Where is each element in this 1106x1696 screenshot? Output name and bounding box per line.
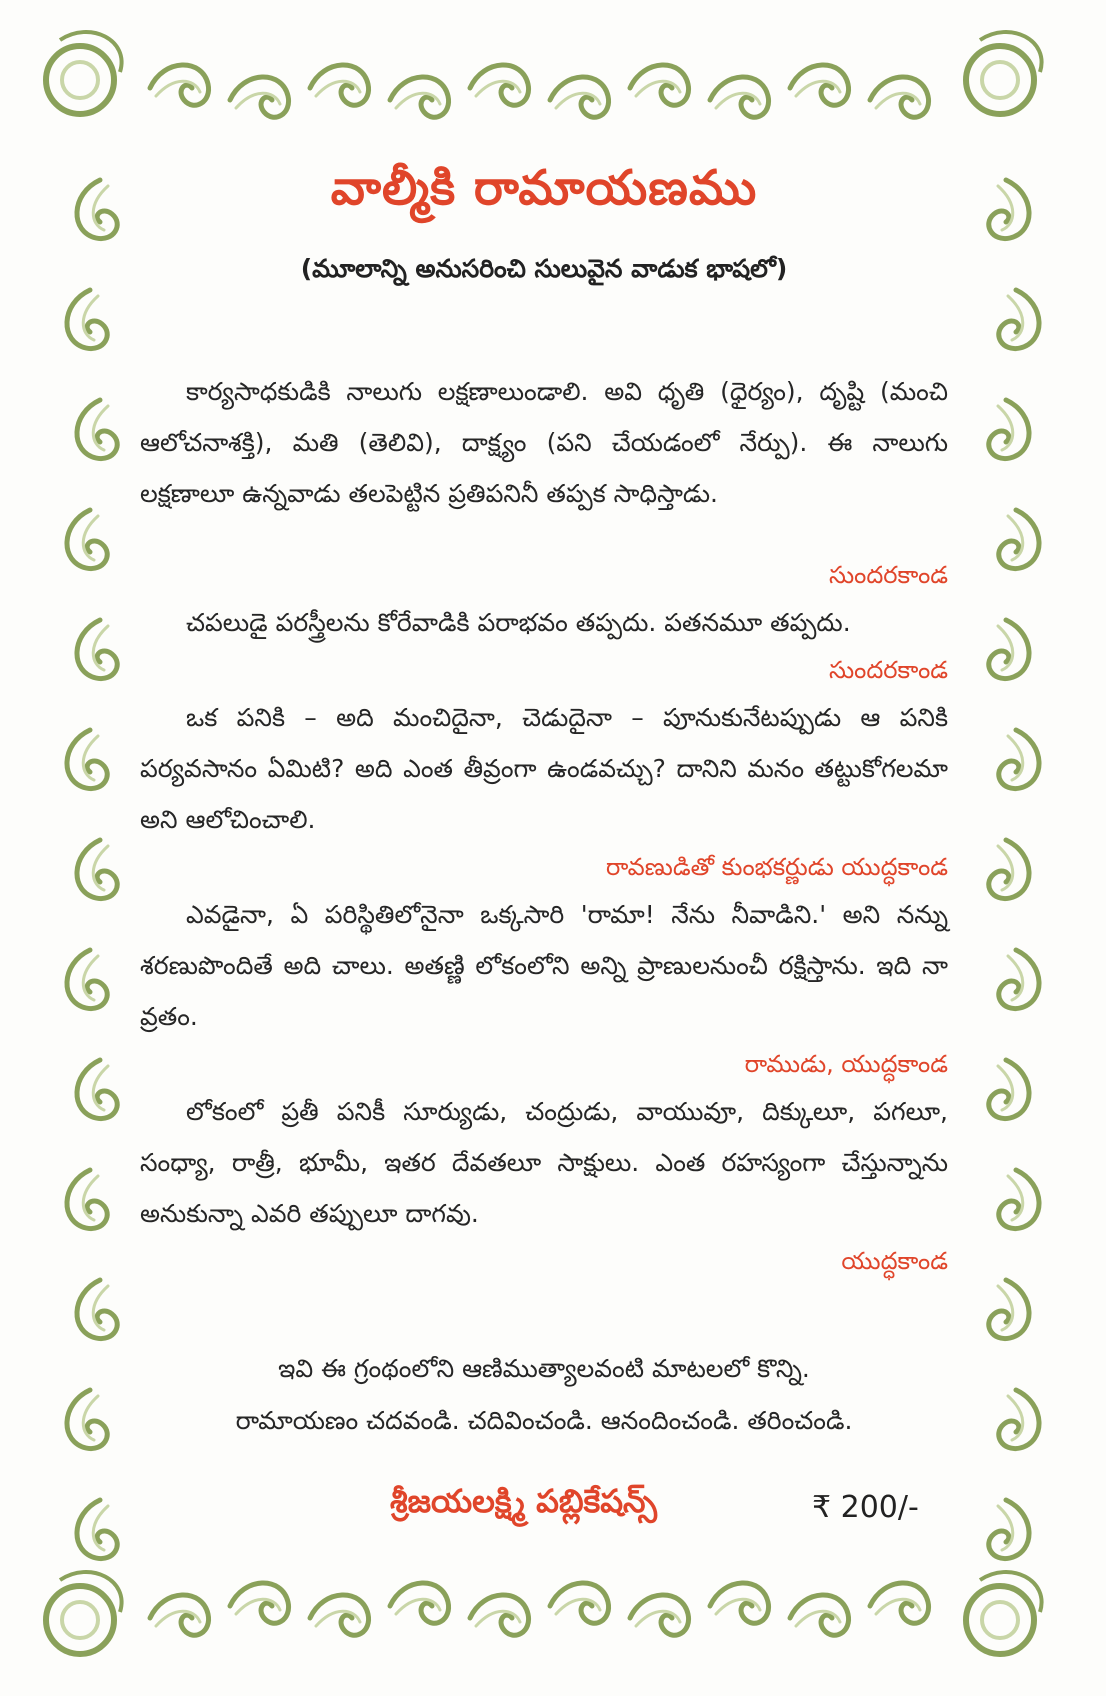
book-subtitle: (మూలాన్ని అనుసరించి సులువైన వాడుక భాషలో): [300, 254, 788, 283]
closing-line-2: రామాయణం చదవండి. చదివించండి. ఆనందించండి. తరించండి.: [235, 1406, 853, 1435]
quote-3: ఒక పనికి – అది మంచిదైనా, చెడుదైనా – పూనుకునేటప్పుడు ఆ పనికి పర్యవసానం ఏమిటి? అది ఎంత తీవ్రంగా ఉండవచ్చు? దానిని మనం తట్టుకోగలమా అని ఆలోచించాలి.: [140, 703, 948, 834]
book-title: వాల్మీకి రామాయణము: [330, 160, 758, 216]
quote-3-source: రావణుడితో కుంభకర్ణుడు యుద్ధకాండ: [605, 853, 948, 881]
quote-5-source: యుద్ధకాండ: [841, 1247, 948, 1275]
quote-1: కార్యసాధకుడికి నాలుగు లక్షణాలుండాలి. అవి ధృతి (ధైర్యం), దృష్టి (మంచి ఆలోచనాశక్తి), మతి (తెలివి), దాక్ష్యం (పని చేయడంలో నేర్పు). ఈ నాలుగు లక్షణాలూ ఉన్నవాడు తలపెట్టిన ప్రతిపనినీ తప్పక సాధిస్తాడు.: [140, 377, 948, 508]
quote-4: ఎవడైనా, ఏ పరిస్థితిలోనైనా ఒక్కసారి 'రామా! నేను నీవాడిని.' అని నన్ను శరణుపొందితే అది చాలు. అతణ్ణి లోకంలోని అన్ని ప్రాణులనుంచీ రక్షిస్తాను. ఇది నా వ్రతం.: [140, 900, 948, 1031]
top-border: [150, 65, 929, 117]
quote-2-source: సుందరకాండ: [829, 656, 948, 684]
quote-2: చపలుడై పరస్త్రీలను కోరేవాడికి పరాభవం తప్పదు. పతనమూ తప్పదు.: [186, 608, 851, 637]
quote-1-source: సుందరకాండ: [829, 561, 948, 589]
price-tag: ₹ 200/-: [812, 1490, 919, 1525]
cover-text: [140, 150, 948, 1447]
closing-note: [140, 1343, 948, 1447]
right-border: [989, 180, 1039, 1559]
quote-5: లోకంలో ప్రతీ పనికీ సూర్యుడు, చంద్రుడు, వాయువూ, దిక్కులూ, పగలూ, సంధ్యా, రాత్రీ, భూమీ, ఇతర దేవతలూ సాక్షులు. ఎంత రహస్యంగా చేస్తున్నాను అనుకున్నా ఎవరి తప్పులూ దాగవు.: [140, 1097, 948, 1228]
bottom-border: [150, 1583, 929, 1635]
left-border: [67, 180, 117, 1559]
quote-4-source: రాముడు, యుద్ధకాండ: [744, 1050, 948, 1078]
closing-line-1: ఇవి ఈ గ్రంథంలోని ఆణిముత్యాలవంటి మాటలలో కొన్ని.: [278, 1354, 810, 1383]
publisher-name: శ్రీజయలక్ష్మి పబ్లికేషన్స్: [390, 1482, 657, 1520]
